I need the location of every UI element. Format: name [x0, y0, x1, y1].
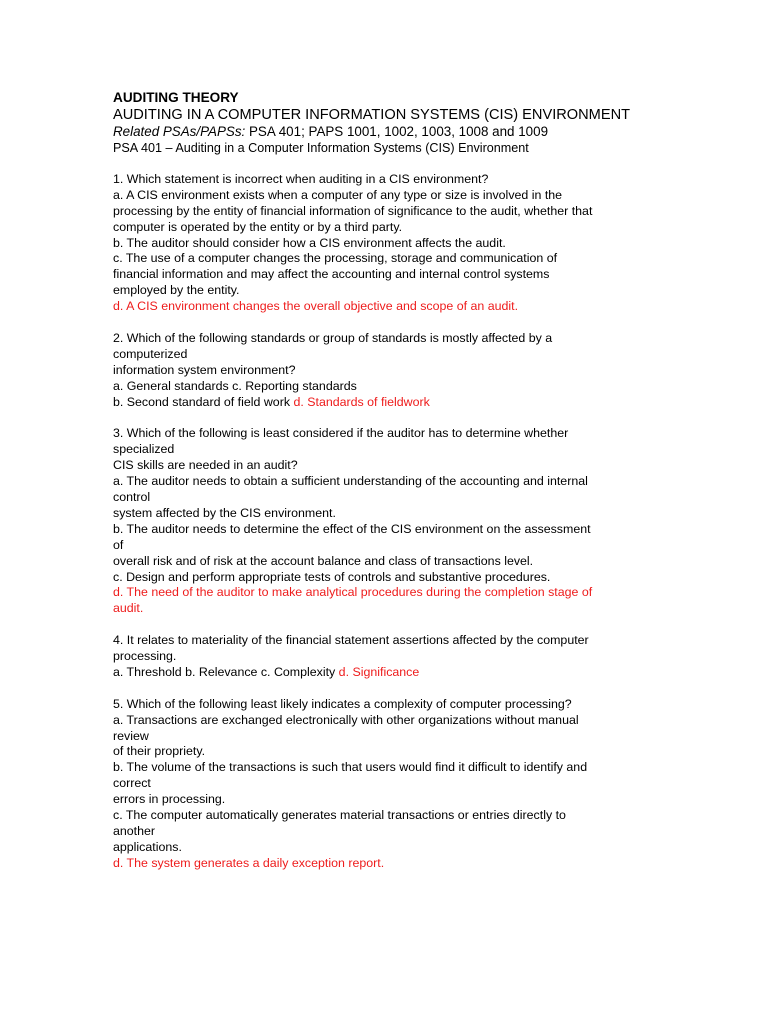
question-line: review: [113, 728, 149, 743]
question-3: [113, 426, 658, 617]
question-line: employed by the entity.: [113, 283, 240, 298]
question-line: of their propriety.: [113, 744, 206, 759]
question-line: 2. Which of the following standards or group of standards is mostly affected by a: [113, 330, 553, 345]
document-subtitle: AUDITING IN A COMPUTER INFORMATION SYSTEMS (CIS) ENVIRONMENT: [113, 107, 631, 123]
question-line: a. General standards c. Reporting standards: [113, 378, 357, 393]
document-title: AUDITING THEORY: [113, 90, 239, 105]
question-line: applications.: [113, 839, 182, 854]
answer-line: d. The need of the auditor to make analytical procedures during the completion stage of: [113, 585, 593, 600]
related-value: PSA 401; PAPS 1001, 1002, 1003, 1008 and 1009: [245, 124, 549, 139]
question-line: processing.: [113, 649, 177, 664]
question-line: computerized: [113, 346, 188, 361]
answer-line: audit.: [113, 601, 144, 616]
question-2: [113, 331, 658, 411]
question-line: c. Design and perform appropriate tests of controls and substantive procedures.: [113, 569, 551, 584]
choice-text: b. Second standard of field work: [113, 394, 294, 409]
question-line: 4. It relates to materiality of the financial statement assertions affected by the computer: [113, 633, 589, 648]
question-4: [113, 633, 658, 681]
question-line: overall risk and of risk at the account balance and class of transactions level.: [113, 553, 534, 568]
question-line: a. Transactions are exchanged electronically with other organizations without manual: [113, 712, 579, 727]
question-line: b. The auditor should consider how a CIS environment affects the audit.: [113, 235, 506, 250]
question-line: correct: [113, 776, 151, 791]
document-page: [113, 90, 658, 872]
question-line: 3. Which of the following is least considered if the auditor has to determine whether: [113, 426, 569, 441]
question-line: a. A CIS environment exists when a computer of any type or size is involved in the: [113, 187, 563, 202]
question-line: financial information and may affect the accounting and internal control systems: [113, 267, 550, 282]
question-line: a. The auditor needs to obtain a sufficient understanding of the accounting and internal: [113, 474, 588, 489]
question-line: 5. Which of the following least likely indicates a complexity of computer processing?: [113, 696, 572, 711]
question-line: b. The volume of the transactions is such that users would find it difficult to identify and: [113, 760, 588, 775]
question-line: c. The use of a computer changes the processing, storage and communication of: [113, 251, 558, 266]
question-line: of: [113, 537, 124, 552]
question-line: errors in processing.: [113, 792, 226, 807]
psa-reference: PSA 401 – Auditing in a Computer Information Systems (CIS) Environment: [113, 141, 529, 155]
question-line: system affected by the CIS environment.: [113, 505, 336, 520]
question-line: CIS skills are needed in an audit?: [113, 458, 298, 473]
related-label: Related PSAs/PAPSs:: [113, 124, 246, 139]
question-line: [113, 665, 658, 681]
question-line: computer is operated by the entity or by a third party.: [113, 219, 403, 234]
question-1: [113, 172, 658, 315]
question-line: b. The auditor needs to determine the effect of the CIS environment on the assessment: [113, 521, 591, 536]
question-line: 1. Which statement is incorrect when auditing in a CIS environment?: [113, 171, 489, 186]
answer-text: d. Standards of fieldwork: [293, 394, 430, 409]
question-line: specialized: [113, 442, 175, 457]
related-standards: [113, 124, 658, 140]
question-line: another: [113, 823, 156, 838]
question-line: [113, 395, 658, 411]
question-line: information system environment?: [113, 362, 296, 377]
question-line: c. The computer automatically generates material transactions or entries directly to: [113, 808, 566, 823]
question-line: control: [113, 489, 151, 504]
question-5: [113, 697, 658, 872]
answer-text: d. Significance: [338, 664, 420, 679]
question-line: processing by the entity of financial information of significance to the audit, whether that: [113, 203, 593, 218]
answer-line: d. A CIS environment changes the overall objective and scope of an audit.: [113, 299, 519, 314]
answer-line: d. The system generates a daily exception report.: [113, 855, 385, 870]
choice-text: a. Threshold b. Relevance c. Complexity: [113, 664, 339, 679]
